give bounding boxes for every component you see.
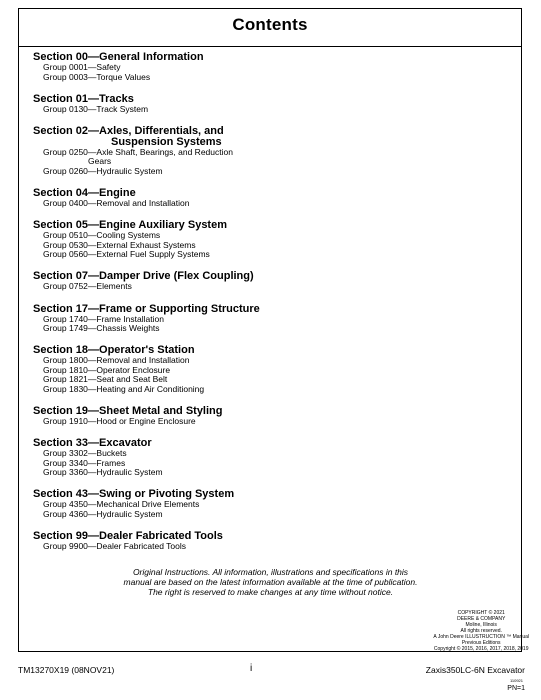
- group-entry[interactable]: Group 1749—Chassis Weights: [43, 323, 160, 334]
- section-title-line: Section 17—Frame or Supporting Structure: [33, 302, 260, 315]
- group-entry[interactable]: Group 3302—Buckets: [43, 448, 127, 459]
- group-entry[interactable]: Group 0530—External Exhaust Systems: [43, 239, 196, 250]
- group-entry[interactable]: Group 0752—Elements: [43, 281, 132, 292]
- group-entry[interactable]: Group 1830—Heating and Air Conditioning: [43, 384, 205, 394]
- section-title[interactable]: [33, 126, 493, 148]
- section-title-line: Section 99—Dealer Fabricated Tools: [33, 530, 223, 543]
- copyright-line: Copyright © 2015, 2016, 2017, 2018, 2019: [433, 646, 529, 652]
- toc-section: [33, 52, 493, 82]
- group-entry[interactable]: Gears: [88, 156, 112, 167]
- notice-line: The right is reserved to make changes at any time without notice.: [147, 587, 394, 597]
- group-entry[interactable]: Group 0130—Track System: [43, 103, 149, 114]
- section-title-line: Section 33—Excavator: [33, 437, 152, 450]
- toc-section: [33, 406, 493, 427]
- group-entry[interactable]: Group 0003—Torque Values: [43, 71, 151, 82]
- group-entry[interactable]: Group 1910—Hood or Engine Enclosure: [43, 416, 196, 427]
- section-title-line: Section 04—Engine: [33, 187, 136, 200]
- original-instructions-notice: [0, 567, 541, 597]
- section-title-line: Section 02—Axles, Differentials, and: [33, 124, 224, 137]
- toc-section: [33, 94, 493, 115]
- group-entry[interactable]: Group 0250—Axle Shaft, Bearings, and Reduction: [43, 146, 233, 157]
- section-title[interactable]: [33, 304, 493, 315]
- toc-section: [33, 345, 493, 394]
- title-bar: [19, 9, 521, 47]
- group-entry[interactable]: Group 9900—Dealer Fabricated Tools: [43, 541, 187, 552]
- toc-section: [33, 188, 493, 209]
- group-entry[interactable]: Group 0400—Removal and Installation: [43, 198, 190, 209]
- copyright-line: Moline, Illinois: [465, 622, 497, 628]
- group-entry[interactable]: Group 1810—Operator Enclosure: [43, 364, 171, 375]
- page-frame: [18, 8, 522, 652]
- toc-section: [33, 126, 493, 177]
- page-title: Contents: [232, 15, 308, 34]
- group-entry[interactable]: Group 0001—Safety: [43, 62, 121, 72]
- section-title-line: Section 19—Sheet Metal and Styling: [33, 405, 223, 418]
- table-of-contents: [33, 52, 493, 563]
- notice-line: manual are based on the latest information available at the time of publication.: [123, 577, 418, 587]
- section-title-line: Section 07—Damper Drive (Flex Coupling): [33, 270, 254, 283]
- toc-section: [33, 489, 493, 519]
- toc-section: [33, 220, 493, 260]
- group-entry[interactable]: Group 4360—Hydraulic System: [43, 509, 163, 520]
- footer-manual-id: TM13270X19 (08NOV21): [18, 665, 115, 675]
- copyright-line: All rights reserved.: [460, 628, 502, 634]
- copyright-line: COPYRIGHT © 2021: [457, 610, 505, 616]
- footer-page-number: i: [250, 663, 253, 674]
- copyright-line: A John Deere ILLUSTRUCTION ™ Manual: [433, 634, 529, 640]
- group-entry[interactable]: Group 3360—Hydraulic System: [43, 467, 163, 478]
- section-title-line: Suspension Systems: [111, 135, 222, 148]
- group-entry[interactable]: Group 0260—Hydraulic System: [43, 165, 163, 176]
- notice-line: Original Instructions. All information, illustrations and specifications in this: [132, 567, 409, 577]
- section-title-line: Section 43—Swing or Pivoting System: [33, 488, 235, 501]
- footer-pn: PN=1: [507, 685, 525, 692]
- copyright-line: Previous Editions: [461, 640, 501, 646]
- section-title-line: Section 01—Tracks: [33, 92, 134, 105]
- toc-section: [33, 531, 493, 552]
- group-entry[interactable]: Group 1740—Frame Installation: [43, 313, 164, 324]
- footer-model: Zaxis350LC-6N Excavator: [425, 665, 525, 675]
- section-title-line: Section 00—General Information: [33, 51, 204, 63]
- section-title-line: Section 05—Engine Auxiliary System: [33, 219, 227, 232]
- group-entry[interactable]: Group 0510—Cooling Systems: [43, 230, 161, 241]
- copyright-line: DEERE & COMPANY: [457, 616, 506, 622]
- copyright-block: [433, 610, 529, 652]
- group-entry[interactable]: Group 1821—Seat and Seat Belt: [43, 374, 168, 385]
- toc-section: [33, 271, 493, 292]
- group-entry[interactable]: Group 3340—Frames: [43, 457, 126, 468]
- toc-section: [33, 304, 493, 334]
- group-entry[interactable]: Group 0560—External Fuel Supply Systems: [43, 249, 210, 260]
- toc-section: [33, 438, 493, 478]
- section-title-line: Section 18—Operator's Station: [33, 344, 195, 357]
- group-entry[interactable]: Group 1800—Removal and Installation: [43, 355, 190, 366]
- group-entry[interactable]: Group 4350—Mechanical Drive Elements: [43, 499, 200, 510]
- footer-code: 110921: [509, 678, 523, 683]
